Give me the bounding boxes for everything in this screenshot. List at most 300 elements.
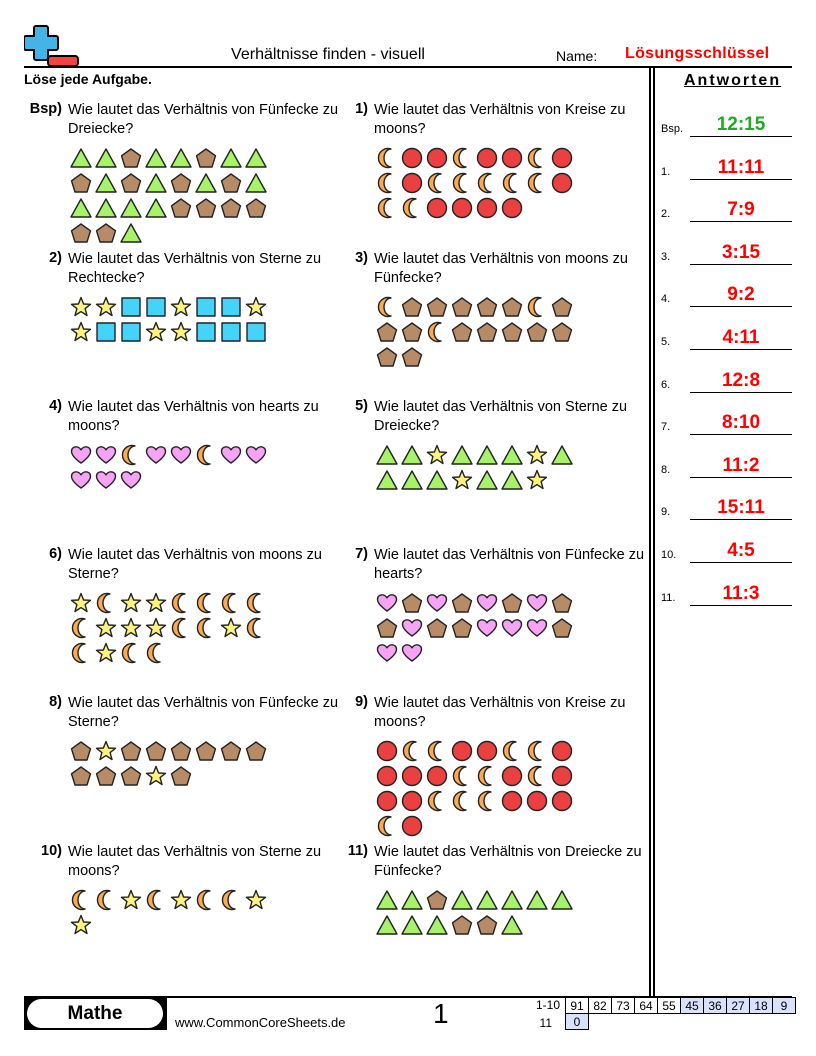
- subject-label: Mathe: [27, 999, 163, 1028]
- shape-grid: [374, 590, 584, 665]
- triangle-icon: [168, 145, 193, 170]
- answer-line: [690, 221, 792, 222]
- heart-icon: [474, 615, 499, 640]
- triangle-icon: [118, 195, 143, 220]
- moon-icon: [193, 615, 218, 640]
- answer-line: [690, 519, 792, 520]
- page-number: 1: [433, 998, 449, 1029]
- question-number: 4): [49, 398, 62, 414]
- pentagon-icon: [424, 294, 449, 319]
- triangle-icon: [449, 442, 474, 467]
- question-number: 10): [41, 843, 62, 859]
- answer-value: 11:11: [717, 156, 765, 178]
- moon-icon: [243, 590, 268, 615]
- triangle-icon: [499, 442, 524, 467]
- answer-label: 9.: [661, 506, 671, 519]
- answer-value: 4:5: [727, 540, 755, 561]
- shape-grid: [68, 145, 278, 245]
- pentagon-icon: [449, 319, 474, 344]
- question-number: 7): [355, 546, 368, 562]
- circle-icon: [399, 813, 424, 838]
- answer-value: 11:3: [722, 582, 760, 604]
- pentagon-icon: [474, 294, 499, 319]
- heart-icon: [68, 467, 93, 492]
- moon-icon: [424, 788, 449, 813]
- pentagon-icon: [118, 170, 143, 195]
- heart-icon: [118, 467, 143, 492]
- answer-line: [690, 179, 792, 180]
- score-cell: 55: [658, 998, 681, 1014]
- circle-icon: [524, 788, 549, 813]
- pentagon-icon: [549, 615, 574, 640]
- question-number: 5): [355, 398, 368, 414]
- heart-icon: [399, 615, 424, 640]
- moon-icon: [524, 738, 549, 763]
- moon-icon: [499, 170, 524, 195]
- name-value: Lösungsschlüssel: [625, 45, 770, 62]
- triangle-icon: [93, 170, 118, 195]
- moon-icon: [118, 442, 143, 467]
- answer-row: [661, 150, 793, 180]
- pentagon-icon: [499, 590, 524, 615]
- star-icon: [143, 590, 168, 615]
- pentagon-icon: [68, 763, 93, 788]
- answer-value: 8:10: [721, 412, 761, 434]
- answer-line: [690, 306, 792, 307]
- moon-icon: [374, 813, 399, 838]
- triangle-icon: [243, 145, 268, 170]
- circle-icon: [549, 788, 574, 813]
- heart-icon: [399, 640, 424, 665]
- triangle-icon: [499, 467, 524, 492]
- moon-icon: [93, 887, 118, 912]
- answer-row: [661, 277, 793, 307]
- moon-icon: [68, 615, 93, 640]
- answer-label: 3.: [661, 250, 671, 263]
- shape-grid: [68, 887, 278, 937]
- heart-icon: [524, 590, 549, 615]
- moon-icon: [193, 442, 218, 467]
- triangle-icon: [143, 170, 168, 195]
- triangle-icon: [474, 442, 499, 467]
- triangle-icon: [524, 887, 549, 912]
- moon-icon: [193, 590, 218, 615]
- heart-icon: [218, 442, 243, 467]
- triangle-icon: [68, 145, 93, 170]
- moon-icon: [524, 294, 549, 319]
- pentagon-icon: [193, 195, 218, 220]
- pentagon-icon: [399, 294, 424, 319]
- heart-icon: [93, 442, 118, 467]
- circle-icon: [424, 763, 449, 788]
- answer-value: 4:11: [722, 327, 760, 348]
- triangle-icon: [499, 912, 524, 937]
- pentagon-icon: [93, 763, 118, 788]
- pentagon-icon: [168, 195, 193, 220]
- shape-grid: [68, 738, 278, 788]
- star-icon: [524, 467, 549, 492]
- answer-row: [661, 107, 793, 137]
- score-row-label: 1-10: [535, 998, 560, 1012]
- pentagon-icon: [93, 220, 118, 245]
- answer-label: 8.: [661, 463, 671, 476]
- answer-row: [661, 235, 793, 265]
- moon-icon: [474, 170, 499, 195]
- answer-line: [690, 605, 792, 606]
- circle-icon: [549, 763, 574, 788]
- triangle-icon: [93, 145, 118, 170]
- answer-label: 11.: [661, 591, 676, 604]
- pentagon-icon: [524, 319, 549, 344]
- triangle-icon: [549, 442, 574, 467]
- question-text: Wie lautet das Verhältnis von Sterne zu Dreiecke?: [374, 399, 628, 434]
- star-icon: [449, 467, 474, 492]
- moon-icon: [218, 887, 243, 912]
- shape-grid: [374, 145, 584, 220]
- circle-icon: [474, 145, 499, 170]
- pentagon-icon: [549, 319, 574, 344]
- triangle-icon: [68, 195, 93, 220]
- triangle-icon: [143, 145, 168, 170]
- answer-row: [661, 320, 793, 350]
- answer-label: 4.: [661, 293, 671, 306]
- shape-grid: [374, 294, 584, 369]
- circle-icon: [474, 738, 499, 763]
- triangle-icon: [424, 912, 449, 937]
- question-text: Wie lautet das Verhältnis von Sterne zu moons?: [68, 844, 322, 879]
- answer-value: 12:15: [716, 114, 766, 135]
- answer-value: 15:11: [717, 497, 765, 519]
- square-icon: [143, 294, 168, 319]
- pentagon-icon: [449, 615, 474, 640]
- circle-icon: [399, 763, 424, 788]
- pentagon-icon: [374, 615, 399, 640]
- circle-icon: [374, 788, 399, 813]
- triangle-icon: [474, 467, 499, 492]
- star-icon: [93, 615, 118, 640]
- moon-icon: [449, 788, 474, 813]
- circle-icon: [374, 738, 399, 763]
- star-icon: [243, 887, 268, 912]
- star-icon: [168, 294, 193, 319]
- answer-label: 5.: [661, 336, 671, 348]
- moon-icon: [68, 640, 93, 665]
- question-text: Wie lautet das Verhältnis von Fünfecke zu Dreiecke?: [68, 102, 339, 137]
- moon-icon: [399, 738, 424, 763]
- answer-value: 11:2: [722, 454, 760, 476]
- moon-icon: [193, 887, 218, 912]
- triangle-icon: [399, 442, 424, 467]
- star-icon: [218, 615, 243, 640]
- moon-icon: [218, 590, 243, 615]
- star-icon: [68, 294, 93, 319]
- circle-icon: [499, 788, 524, 813]
- question-text: Wie lautet das Verhältnis von Sterne zu Rechtecke?: [68, 251, 322, 286]
- square-icon: [93, 319, 118, 344]
- question-number: Bsp): [29, 101, 62, 117]
- question-number: 9): [355, 694, 368, 710]
- score-cell: 82: [589, 998, 612, 1014]
- pentagon-icon: [424, 615, 449, 640]
- pentagon-icon: [243, 195, 268, 220]
- answer-row: [661, 533, 793, 563]
- score-cell: 64: [635, 998, 658, 1014]
- triangle-icon: [374, 912, 399, 937]
- star-icon: [524, 442, 549, 467]
- circle-icon: [399, 788, 424, 813]
- shape-grid: [68, 294, 278, 344]
- moon-icon: [449, 145, 474, 170]
- triangle-icon: [374, 467, 399, 492]
- circle-icon: [449, 738, 474, 763]
- triangle-icon: [449, 887, 474, 912]
- pentagon-icon: [474, 912, 499, 937]
- heart-icon: [143, 442, 168, 467]
- score-cell: 73: [612, 998, 635, 1014]
- answer-row: [661, 363, 793, 393]
- triangle-icon: [499, 887, 524, 912]
- circle-icon: [549, 170, 574, 195]
- star-icon: [118, 887, 143, 912]
- moon-icon: [524, 170, 549, 195]
- triangle-icon: [399, 912, 424, 937]
- moon-icon: [374, 170, 399, 195]
- shape-grid: [68, 590, 278, 665]
- pentagon-icon: [218, 195, 243, 220]
- circle-icon: [399, 145, 424, 170]
- star-icon: [143, 615, 168, 640]
- moon-icon: [524, 145, 549, 170]
- pentagon-icon: [474, 319, 499, 344]
- triangle-icon: [193, 170, 218, 195]
- shape-grid: [374, 887, 584, 937]
- moon-icon: [524, 763, 549, 788]
- heart-icon: [374, 590, 399, 615]
- moon-icon: [474, 763, 499, 788]
- moon-icon: [399, 195, 424, 220]
- pentagon-icon: [549, 590, 574, 615]
- star-icon: [118, 590, 143, 615]
- pentagon-icon: [168, 763, 193, 788]
- triangle-icon: [93, 195, 118, 220]
- pentagon-icon: [499, 294, 524, 319]
- triangle-icon: [399, 467, 424, 492]
- heart-icon: [68, 442, 93, 467]
- pentagon-icon: [449, 912, 474, 937]
- answer-line: [690, 136, 792, 137]
- moon-icon: [424, 738, 449, 763]
- question-number: 3): [355, 250, 368, 266]
- answer-label: 7.: [661, 421, 671, 434]
- moon-icon: [449, 763, 474, 788]
- circle-icon: [474, 195, 499, 220]
- moon-icon: [374, 195, 399, 220]
- circle-icon: [424, 145, 449, 170]
- score-cell: 36: [704, 998, 727, 1014]
- score-cell: 9: [773, 998, 796, 1014]
- page-title: Verhältnisse finden - visuell: [231, 46, 425, 63]
- question-text: Wie lautet das Verhältnis von hearts zu moons?: [68, 399, 319, 434]
- star-icon: [143, 319, 168, 344]
- pentagon-icon: [168, 738, 193, 763]
- answer-label: 2.: [661, 208, 671, 221]
- pentagon-icon: [499, 319, 524, 344]
- question-text: Wie lautet das Verhältnis von moons zu Fünfecke?: [374, 251, 628, 286]
- star-icon: [68, 319, 93, 344]
- score-cell: 45: [681, 998, 704, 1014]
- moon-icon: [499, 738, 524, 763]
- answer-label: 6.: [661, 378, 671, 391]
- answer-label: 10.: [661, 549, 677, 561]
- moon-icon: [118, 640, 143, 665]
- pentagon-icon: [118, 763, 143, 788]
- score-cell: 27: [727, 998, 750, 1014]
- score-row-label: 11: [539, 1016, 552, 1030]
- triangle-icon: [374, 887, 399, 912]
- triangle-icon: [474, 887, 499, 912]
- pentagon-icon: [143, 738, 168, 763]
- question-text: Wie lautet das Verhältnis von Dreiecke zu Fünfecke?: [374, 844, 642, 879]
- question-number: 8): [49, 694, 62, 710]
- star-icon: [143, 763, 168, 788]
- answer-row: [661, 576, 793, 606]
- square-icon: [118, 319, 143, 344]
- triangle-icon: [143, 195, 168, 220]
- triangle-icon: [243, 170, 268, 195]
- heart-icon: [93, 467, 118, 492]
- square-icon: [218, 294, 243, 319]
- pentagon-icon: [424, 887, 449, 912]
- triangle-icon: [218, 145, 243, 170]
- answer-value: 7:9: [727, 199, 755, 221]
- moon-icon: [374, 294, 399, 319]
- answer-label: 1.: [661, 165, 671, 178]
- shape-grid: [374, 442, 584, 492]
- instructions: Löse jede Aufgabe.: [24, 71, 152, 87]
- heart-icon: [374, 640, 399, 665]
- circle-icon: [399, 170, 424, 195]
- question-text: Wie lautet das Verhältnis von Fünfecke zu Sterne?: [68, 695, 339, 730]
- moon-icon: [168, 590, 193, 615]
- moon-icon: [449, 170, 474, 195]
- score-cell: 0: [566, 1014, 589, 1030]
- answer-line: [690, 477, 792, 478]
- question-text: Wie lautet das Verhältnis von Kreise zu moons?: [374, 695, 626, 730]
- answer-value: 9:2: [727, 284, 755, 306]
- moon-icon: [474, 788, 499, 813]
- pentagon-icon: [118, 145, 143, 170]
- score-cell: 91: [566, 998, 589, 1014]
- pentagon-icon: [68, 170, 93, 195]
- star-icon: [93, 294, 118, 319]
- square-icon: [193, 319, 218, 344]
- question-number: 6): [49, 546, 62, 562]
- question-number: 1): [355, 101, 368, 117]
- moon-icon: [424, 170, 449, 195]
- star-icon: [118, 615, 143, 640]
- question-text: Wie lautet das Verhältnis von Fünfecke zu hearts?: [374, 547, 645, 582]
- circle-icon: [374, 763, 399, 788]
- answer-line: [690, 562, 792, 563]
- square-icon: [118, 294, 143, 319]
- pentagon-icon: [218, 170, 243, 195]
- pentagon-icon: [218, 738, 243, 763]
- heart-icon: [424, 590, 449, 615]
- pentagon-icon: [449, 294, 474, 319]
- pentagon-icon: [374, 344, 399, 369]
- star-icon: [168, 887, 193, 912]
- moon-icon: [68, 887, 93, 912]
- answer-line: [690, 349, 792, 350]
- moon-icon: [93, 590, 118, 615]
- pentagon-icon: [243, 738, 268, 763]
- square-icon: [193, 294, 218, 319]
- triangle-icon: [549, 887, 574, 912]
- moon-icon: [143, 640, 168, 665]
- triangle-icon: [399, 887, 424, 912]
- star-icon: [168, 319, 193, 344]
- star-icon: [93, 738, 118, 763]
- score-cell: 18: [750, 998, 773, 1014]
- score-table: [565, 997, 796, 1030]
- pentagon-icon: [399, 344, 424, 369]
- moon-icon: [374, 145, 399, 170]
- star-icon: [424, 442, 449, 467]
- heart-icon: [243, 442, 268, 467]
- question-text: Wie lautet das Verhältnis von moons zu Sterne?: [68, 547, 322, 582]
- heart-icon: [499, 615, 524, 640]
- star-icon: [93, 640, 118, 665]
- moon-icon: [424, 319, 449, 344]
- answer-value: 12:8: [721, 369, 761, 391]
- triangle-icon: [424, 467, 449, 492]
- question-number: 11): [347, 843, 368, 859]
- heart-icon: [474, 590, 499, 615]
- circle-icon: [449, 195, 474, 220]
- circle-icon: [549, 738, 574, 763]
- pentagon-icon: [118, 738, 143, 763]
- answer-row: [661, 405, 793, 435]
- answer-label: Bsp.: [661, 123, 684, 135]
- circle-icon: [499, 145, 524, 170]
- pentagon-icon: [193, 738, 218, 763]
- answer-value: 3:15: [721, 241, 761, 263]
- moon-icon: [143, 887, 168, 912]
- site-url: www.CommonCoreSheets.de: [175, 1015, 346, 1030]
- triangle-icon: [118, 220, 143, 245]
- name-label: Name:: [556, 48, 598, 64]
- square-icon: [218, 319, 243, 344]
- circle-icon: [499, 195, 524, 220]
- heart-icon: [524, 615, 549, 640]
- pentagon-icon: [193, 145, 218, 170]
- moon-icon: [168, 615, 193, 640]
- answer-line: [690, 392, 792, 393]
- pentagon-icon: [399, 319, 424, 344]
- pentagon-icon: [399, 590, 424, 615]
- answers-title: Antworten: [684, 72, 782, 89]
- answer-line: [690, 434, 792, 435]
- circle-icon: [424, 195, 449, 220]
- pentagon-icon: [374, 319, 399, 344]
- star-icon: [68, 590, 93, 615]
- answer-row: [661, 192, 793, 222]
- heart-icon: [168, 442, 193, 467]
- pentagon-icon: [68, 220, 93, 245]
- question-number: 2): [49, 250, 62, 266]
- answer-row: [661, 448, 793, 478]
- pentagon-icon: [449, 590, 474, 615]
